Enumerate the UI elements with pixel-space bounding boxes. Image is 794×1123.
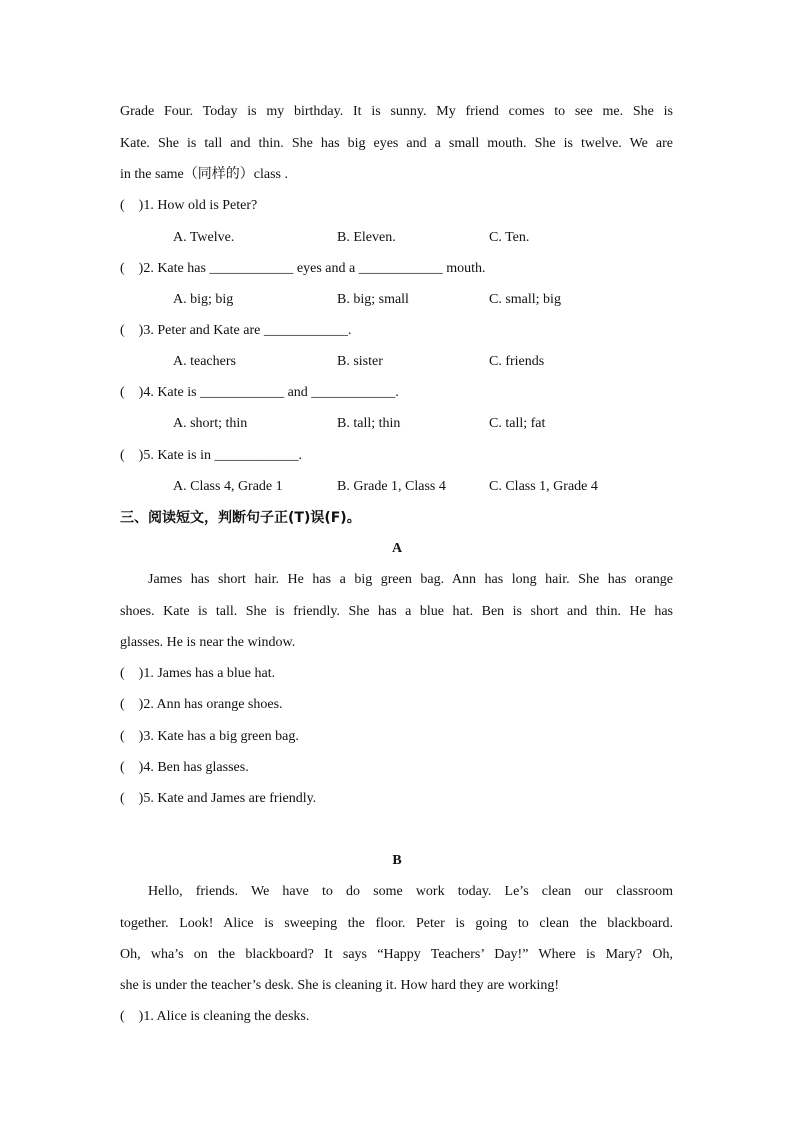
option-a: A. big; big (173, 292, 234, 307)
intro-passage-line: Kate. She is tall and thin. She has big eyes and a small mouth. She is twelve. We are (120, 136, 673, 151)
passage-a-label: A (391, 541, 403, 556)
true-false-statement: ( )3. Kate has a big green bag. (120, 729, 299, 744)
option-a: A. Twelve. (173, 230, 235, 245)
passage-a-line: shoes. Kate is tall. She is friendly. She has a blue hat. Ben is short and thin. He has (120, 604, 673, 619)
question-stem: ( )3. Peter and Kate are ____________. (120, 323, 352, 338)
true-false-statement: ( )2. Ann has orange shoes. (120, 697, 283, 712)
intro-passage-line: Grade Four. Today is my birthday. It is sunny. My friend comes to see me. She is (120, 104, 673, 119)
option-c: C. small; big (489, 292, 561, 307)
true-false-statement: ( )4. Ben has glasses. (120, 760, 249, 775)
passage-b-line: she is under the teacher’s desk. She is cleaning it. How hard they are working! (120, 978, 560, 993)
true-false-statement: ( )1. Alice is cleaning the desks. (120, 1009, 310, 1024)
option-c: C. Class 1, Grade 4 (489, 479, 598, 494)
option-b: B. Grade 1, Class 4 (337, 479, 446, 494)
option-c: C. tall; fat (489, 416, 546, 431)
passage-b-line: Hello, friends. We have to do some work today. Le’s clean our classroom (148, 884, 673, 899)
option-b: B. sister (337, 354, 383, 369)
passage-a-line: glasses. He is near the window. (120, 635, 296, 650)
option-c: C. friends (489, 354, 545, 369)
passage-b-line: Oh, wha’s on the blackboard? It says “Happy Teachers’ Day!” Where is Mary? Oh, (120, 947, 673, 962)
intro-passage-line: in the same（同样的）class . (120, 167, 288, 182)
question-stem: ( )4. Kate is ____________ and ____________. (120, 385, 399, 400)
option-a: A. teachers (173, 354, 236, 369)
option-b: B. big; small (337, 292, 409, 307)
option-b: B. Eleven. (337, 230, 396, 245)
question-stem: ( )1. How old is Peter? (120, 198, 258, 213)
option-a: A. short; thin (173, 416, 248, 431)
true-false-statement: ( )5. Kate and James are friendly. (120, 791, 317, 806)
question-stem: ( )5. Kate is in ____________. (120, 448, 302, 463)
passage-a-line: James has short hair. He has a big green bag. Ann has long hair. She has orange (148, 572, 673, 587)
option-a: A. Class 4, Grade 1 (173, 479, 283, 494)
section-heading: 三、阅读短文，判断句子正(T)误(F)。 (120, 510, 361, 526)
passage-b-line: together. Look! Alice is sweeping the floor. Peter is going to clean the blackboard. (120, 916, 673, 931)
option-b: B. tall; thin (337, 416, 401, 431)
passage-b-label: B (392, 853, 402, 868)
true-false-statement: ( )1. James has a blue hat. (120, 666, 276, 681)
question-stem: ( )2. Kate has ____________ eyes and a ____________ mouth. (120, 261, 486, 276)
option-c: C. Ten. (489, 230, 530, 245)
